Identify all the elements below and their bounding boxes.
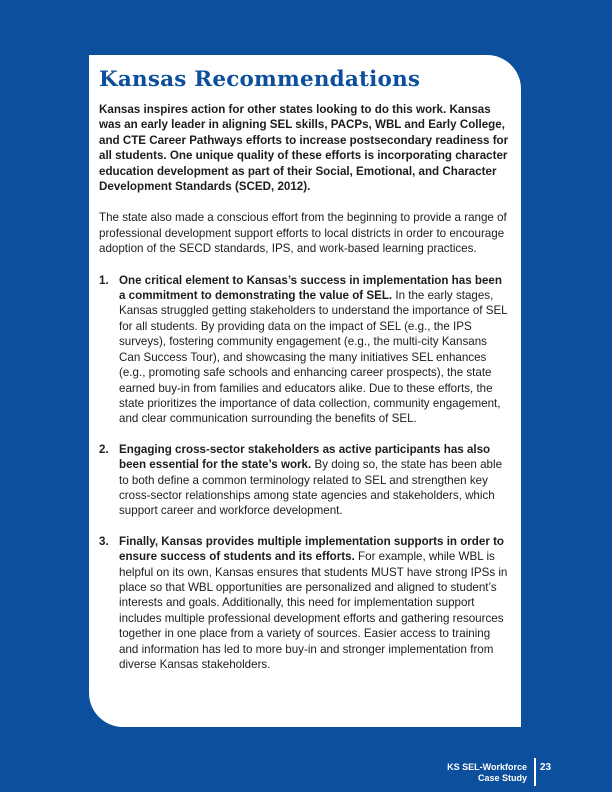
item-text: For example, while WBL is helpful on its own, Kansas ensures that students MUST have strong IPSs in place so that WBL opportunities are personalized and aligned to student’s interests and goals. Additionally, this need for implementation support includes multiple professional development efforts and gathering resources together in one place from a variety of sources. Easier access to training and information has led to more buy-in and stronger implementation from diverse Kansas stakeholders.	[119, 550, 508, 671]
recommendation-item-2	[99, 442, 511, 519]
page-number: 23	[540, 762, 552, 773]
item-number: 2.	[99, 442, 109, 456]
item-text: By doing so, the state has been able to both define a common terminology related to SEL and strengthen key cross-sector relationships among state agencies and stakeholders, which support career and workforce development.	[119, 458, 503, 518]
recommendation-item-3	[99, 534, 511, 673]
footer-line-2: Case Study	[477, 773, 527, 783]
lead-paragraph: Kansas inspires action for other states looking to do this work. Kansas was an early leader in aligning SEL skills, PACPs, WBL and Early College, and CTE Career Pathways efforts to increase postsecondary readiness for all students. One unique quality of these efforts is incorporating character education development as part of their Social, Emotional, and Character Development Standards (SCED, 2012).	[99, 103, 509, 194]
item-heading: One critical element to Kansas’s success in implementation has been a commitment to demonstrating the value of SEL.	[119, 273, 502, 303]
item-heading: Finally, Kansas provides multiple implementation supports in order to ensure success of students and its efforts.	[119, 534, 505, 564]
footer-line-1: KS SEL-Workforce	[447, 762, 527, 772]
content-card	[89, 55, 521, 727]
item-number: 1.	[99, 273, 109, 287]
footer-divider	[534, 758, 536, 786]
intro-paragraph: The state also made a conscious effort from the beginning to provide a range of professional development support efforts to local districts in order to encourage adoption of the SECD standards, IPS, and work-based learning practices.	[99, 211, 507, 256]
footer-label	[447, 762, 527, 784]
page-title: Kansas Recommendations	[99, 67, 421, 92]
recommendations-list	[99, 273, 511, 673]
item-number: 3.	[99, 534, 109, 548]
recommendation-item-1	[99, 273, 511, 427]
item-text: In the early stages, Kansas struggled getting stakeholders to understand the importance of SEL for all students. By providing data on the impact of SEL (e.g., the IPS surveys), fostering community engagement (e.g., the multi-city Kansans Can Success Tour), and showcasing the many initiatives SEL enhances (e.g., promoting safe schools and enhancing career prospects), the state earned buy-in from families and educators alike. Due to these efforts, the state prioritizes the importance of data collection, community engagement, and clear communication surrounding the benefits of SEL.	[119, 289, 508, 426]
item-heading: Engaging cross-sector stakeholders as active participants has also been essential for the state’s work.	[119, 442, 491, 472]
